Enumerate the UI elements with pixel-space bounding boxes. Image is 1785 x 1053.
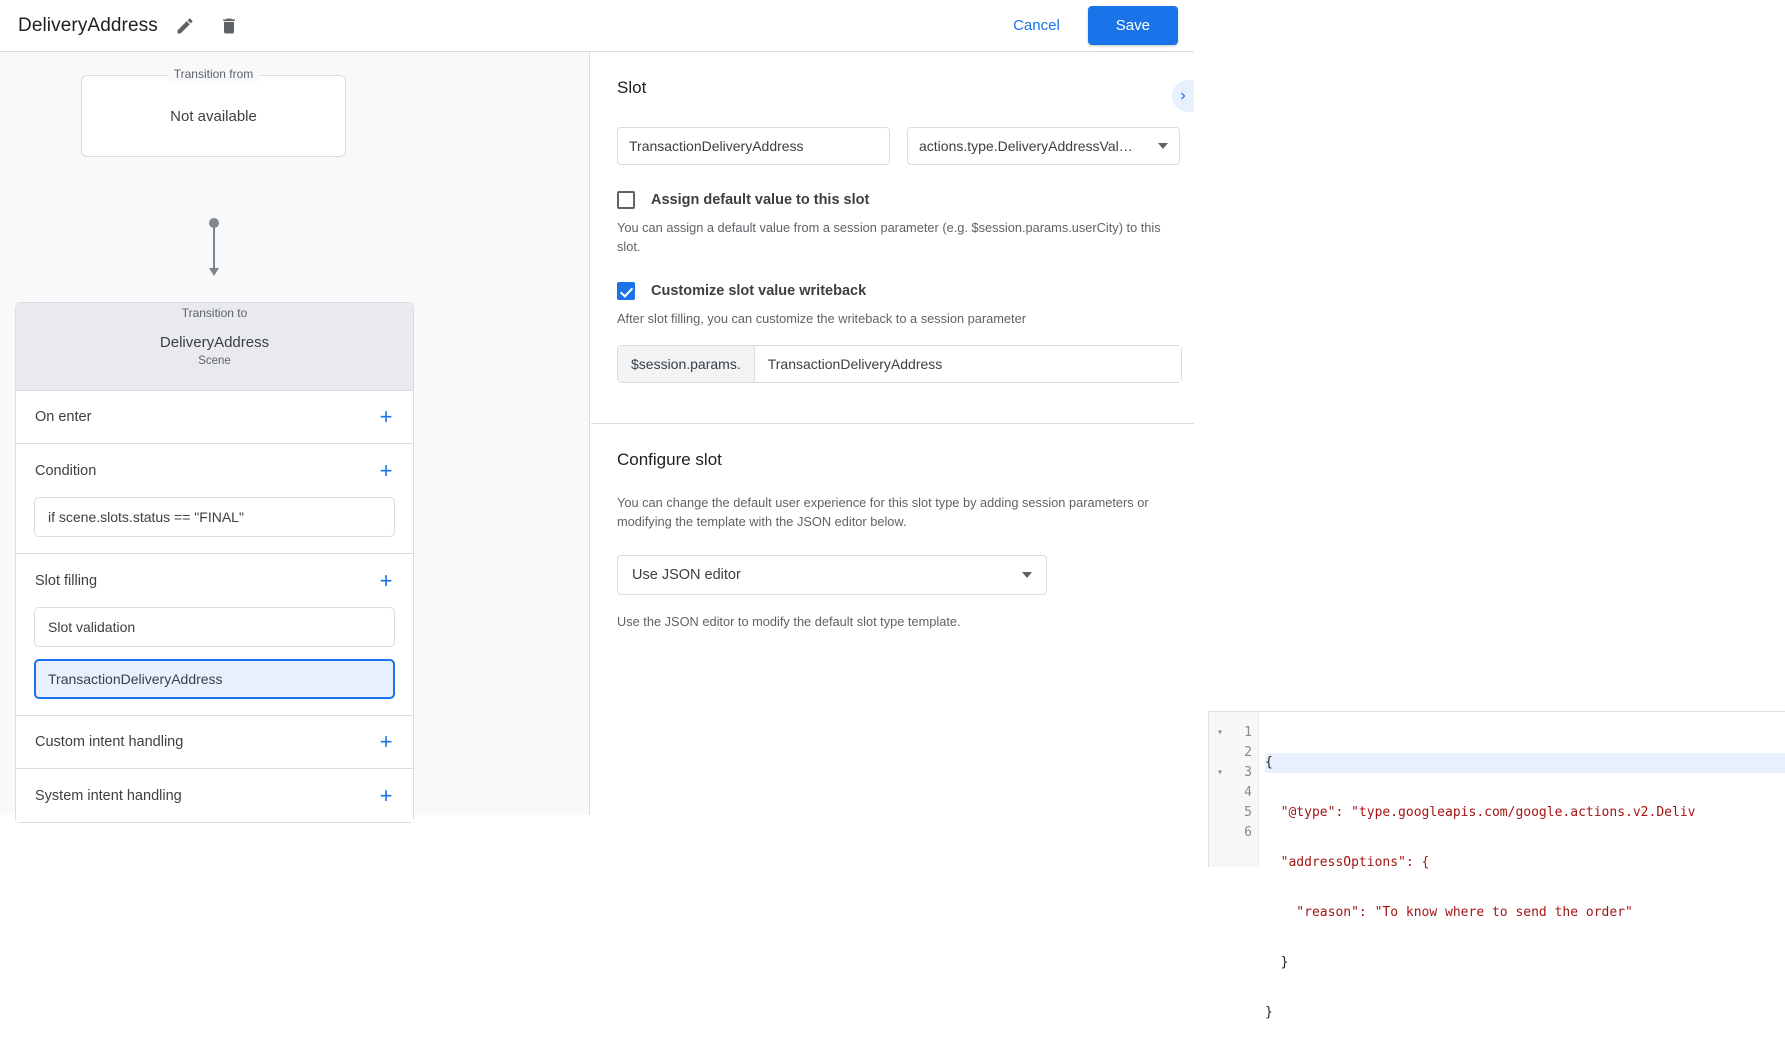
fold-toggle-1[interactable]: ▾ xyxy=(1216,727,1224,738)
slot-type-select[interactable] xyxy=(907,127,1180,165)
writeback-prefix: $session.params. xyxy=(618,346,755,382)
transition-from-inner xyxy=(81,75,346,157)
transition-to-header[interactable] xyxy=(16,303,413,391)
chevron-down-icon xyxy=(1158,143,1168,149)
assign-default-helper: You can assign a default value from a session parameter (e.g. $session.params.userCity) to this slot. xyxy=(617,220,1161,254)
slot-filling-body xyxy=(16,607,413,716)
code-line[interactable]: "reason": "To know where to send the order" xyxy=(1265,905,1633,920)
transition-to-legend: Transition to xyxy=(181,306,248,320)
condition-body xyxy=(16,497,413,554)
code-line[interactable]: } xyxy=(1265,955,1289,970)
fold-spacer-5 xyxy=(1209,803,1231,823)
json-editor[interactable] xyxy=(1208,711,1785,1020)
assign-default-checkbox[interactable] xyxy=(617,191,635,209)
assign-default-label: Assign default value to this slot xyxy=(651,192,870,208)
line-number: 2 xyxy=(1244,745,1252,760)
code-line[interactable]: "@type": "type.googleapis.com/google.actions.v2.Deliv xyxy=(1265,805,1696,820)
transition-from-value: Not available xyxy=(170,107,257,125)
configure-slot-section xyxy=(591,424,1194,632)
flow-connector xyxy=(213,218,215,276)
transition-from-legend: Transition from xyxy=(168,67,260,81)
section-condition[interactable] xyxy=(16,444,413,497)
slot-type-value: actions.type.DeliveryAddressVal… xyxy=(919,138,1133,154)
editor-mode-select[interactable] xyxy=(617,555,1047,595)
fold-spacer-4 xyxy=(1209,783,1231,803)
fold-toggle-3[interactable]: ▾ xyxy=(1216,767,1224,778)
slot-details-pane xyxy=(591,52,1696,1020)
slot-name-type-row xyxy=(617,127,1194,165)
editor-helper-text: Use the JSON editor to modify the default slot type template. xyxy=(617,614,961,630)
scene-graph-pane xyxy=(0,52,590,815)
add-system-intent-button[interactable]: + xyxy=(379,782,393,808)
section-slot-filling-label: Slot filling xyxy=(35,572,98,589)
customize-writeback-checkbox[interactable] xyxy=(617,282,635,300)
connector-line xyxy=(213,223,215,271)
top-bar-actions xyxy=(999,6,1194,45)
configure-slot-description: You can change the default user experience for this slot type by adding session parameters or modifying the template with the JSON editor below. xyxy=(617,495,1149,529)
transition-to-card xyxy=(15,302,414,823)
code-line[interactable]: { xyxy=(1265,753,1785,773)
fold-spacer-2 xyxy=(1209,743,1231,763)
code-line[interactable]: "addressOptions": { xyxy=(1265,855,1430,870)
json-line-numbers xyxy=(1231,712,1259,867)
section-on-enter[interactable] xyxy=(16,391,413,444)
line-number: 6 xyxy=(1244,825,1252,840)
top-bar xyxy=(0,0,1194,52)
writeback-row xyxy=(617,282,1194,300)
configure-slot-title: Configure slot xyxy=(617,450,722,469)
fold-spacer-6 xyxy=(1209,823,1231,843)
section-system-intent-label: System intent handling xyxy=(35,787,182,804)
transition-to-title: DeliveryAddress xyxy=(159,334,270,351)
add-custom-intent-button[interactable]: + xyxy=(379,729,393,754)
connector-arrow-icon xyxy=(209,268,219,276)
writeback-value-input[interactable]: TransactionDeliveryAddress xyxy=(755,346,1181,382)
slot-section xyxy=(591,52,1194,424)
list-item[interactable]: Slot validation xyxy=(34,607,395,647)
line-number: 5 xyxy=(1244,805,1252,820)
section-custom-intent-handling[interactable] xyxy=(16,716,413,769)
customize-writeback-label: Customize slot value writeback xyxy=(651,283,867,300)
pencil-icon[interactable] xyxy=(168,9,202,43)
condition-value[interactable]: if scene.slots.status == "FINAL" xyxy=(34,497,395,537)
writeback-helper: After slot filling, you can customize the writeback to a session parameter xyxy=(617,311,1026,327)
editor-mode-value: Use JSON editor xyxy=(632,567,741,584)
assign-default-row xyxy=(617,191,1194,209)
writeback-field[interactable] xyxy=(617,345,1182,383)
page-title: DeliveryAddress xyxy=(18,14,158,36)
add-condition-button[interactable]: + xyxy=(379,457,393,483)
slot-name-input[interactable] xyxy=(617,127,890,165)
line-number: 3 xyxy=(1244,765,1252,780)
transition-from-box[interactable] xyxy=(81,67,346,157)
add-slot-filling-button[interactable]: + xyxy=(379,567,393,593)
section-condition-label: Condition xyxy=(35,462,97,479)
slot-section-title: Slot xyxy=(617,78,647,97)
save-button[interactable]: Save xyxy=(1088,6,1178,45)
line-number: 4 xyxy=(1244,785,1252,800)
add-on-enter-button[interactable]: + xyxy=(379,404,393,429)
section-on-enter-label: On enter xyxy=(35,409,92,425)
transition-to-subtitle: Scene xyxy=(198,355,231,367)
section-slot-filling[interactable] xyxy=(16,554,413,607)
section-system-intent-handling[interactable] xyxy=(16,769,413,822)
code-line[interactable]: } xyxy=(1265,1005,1273,1020)
expand-panel-button[interactable] xyxy=(1172,80,1194,112)
list-item[interactable]: TransactionDeliveryAddress xyxy=(34,659,395,699)
json-code-area[interactable] xyxy=(1259,712,1785,1020)
json-fold-column[interactable] xyxy=(1209,712,1231,867)
cancel-button[interactable]: Cancel xyxy=(999,9,1074,42)
chevron-down-icon xyxy=(1022,572,1032,578)
trash-icon[interactable] xyxy=(212,9,246,43)
section-custom-intent-label: Custom intent handling xyxy=(35,734,184,750)
line-number: 1 xyxy=(1244,725,1252,740)
